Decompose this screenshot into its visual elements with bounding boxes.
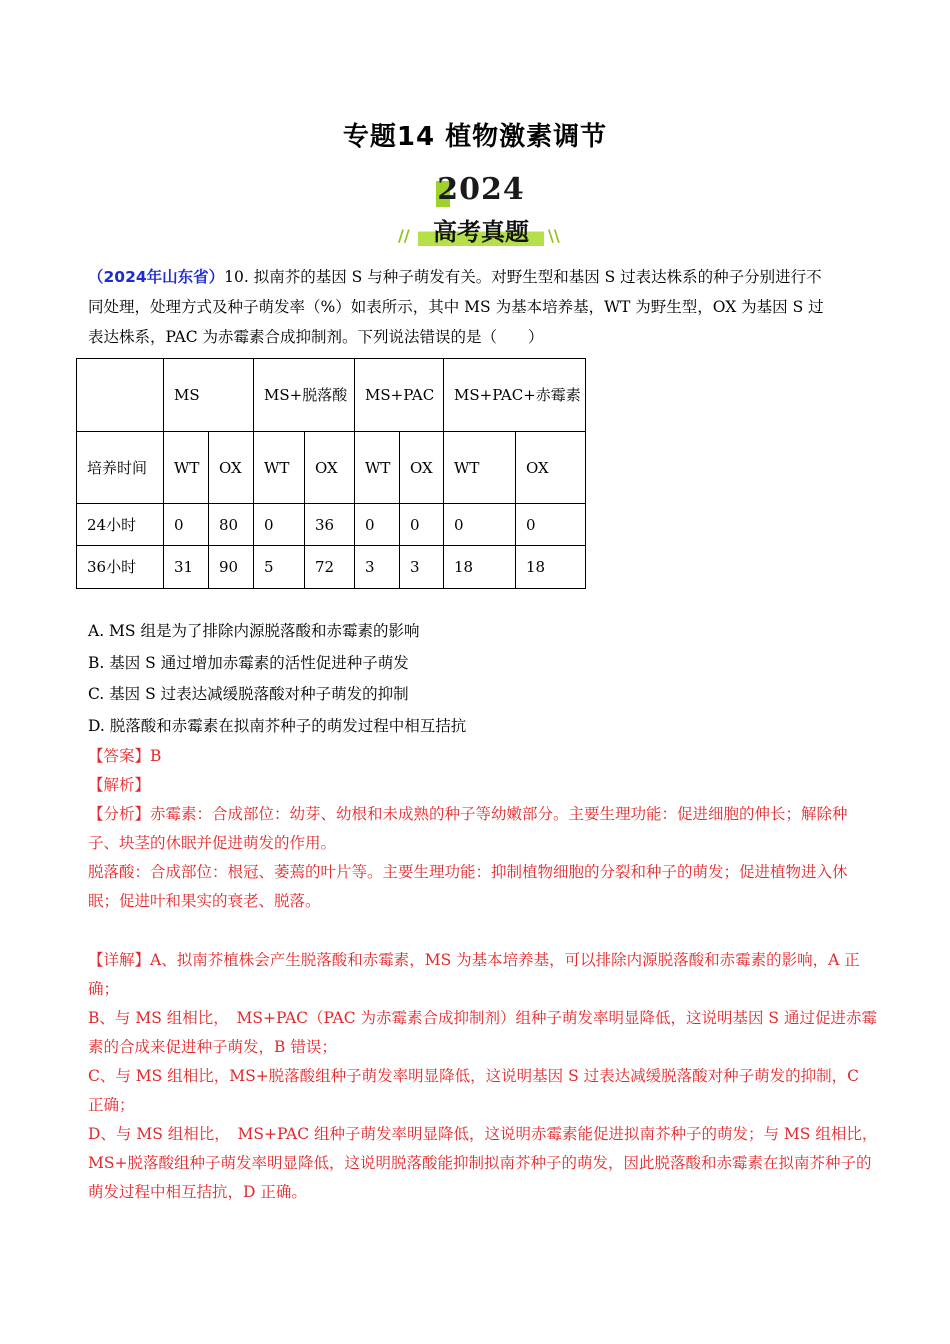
question-stem — [88, 262, 868, 352]
header-ms-pac: MS+PAC — [355, 359, 444, 432]
table-cell: 36 — [305, 504, 355, 546]
table-cell: 0 — [400, 504, 444, 546]
year-badge — [396, 170, 566, 250]
row-label: 36小时 — [77, 546, 164, 589]
sub-cell: WT — [254, 432, 305, 504]
question-line-3: 表达株系，PAC 为赤霉素合成抑制剂。下列说法错误的是（ ） — [88, 328, 544, 346]
detail-d: D、与 MS 组相比， MS+PAC 组种子萌发率明显降低，这说明赤霉素能促进拟南芥种子的萌发；与 MS 组相比，MS+脱落酸组种子萌发率明显降低，这说明脱落酸能抑制拟南芥种子的萌发，因此脱落酸和赤霉素在拟南芥种子的萌发过程中相互拮抗，D 正确。 — [88, 1125, 878, 1201]
germination-table — [76, 358, 586, 589]
table-cell: 0 — [355, 504, 400, 546]
sub-cell: OX — [400, 432, 444, 504]
table-cell: 18 — [444, 546, 516, 589]
table-cell: 0 — [254, 504, 305, 546]
sub-cell: WT — [444, 432, 516, 504]
paragraph-gap — [88, 916, 878, 946]
question-line-1: （2024年山东省）10. 拟南芥的基因 S 与种子萌发有关。对野生型和基因 S 过表达株系的种子分别进行不 — [88, 268, 822, 286]
badge-right-slash-icon: \\ — [548, 226, 560, 245]
sub-cell: WT — [164, 432, 209, 504]
page-title: 专题14 植物激素调节 — [342, 122, 608, 152]
table-cell: 90 — [209, 546, 254, 589]
detail-a: 【详解】A、拟南芥植株会产生脱落酸和赤霉素，MS 为基本培养基，可以排除内源脱落酸和赤霉素的影响，A 正确； — [88, 951, 860, 998]
detail-b: B、与 MS 组相比， MS+PAC（PAC 为赤霉素合成抑制剂）组种子萌发率明显降低，这说明基因 S 通过促进赤霉素的合成来促进种子萌发，B 错误； — [88, 1009, 877, 1056]
answer-line: 【答案】B — [88, 747, 162, 765]
sub-cell: OX — [209, 432, 254, 504]
answer-options — [88, 616, 466, 742]
header-ms-aba: MS+脱落酸 — [254, 359, 355, 432]
analysis-gibberellin: 【分析】赤霉素：合成部位：幼芽、幼根和未成熟的种子等幼嫩部分。主要生理功能：促进细胞的伸长；解除种子、块茎的休眠并促进萌发的作用。 — [88, 805, 848, 852]
table-cell: 3 — [400, 546, 444, 589]
row-label-time: 培养时间 — [77, 432, 164, 504]
analysis-abscisic-acid: 脱落酸：合成部位：根冠、萎蔫的叶片等。主要生理功能：抑制植物细胞的分裂和种子的萌发；促进植物进入休眠；促进叶和果实的衰老、脱落。 — [88, 863, 848, 910]
detail-c: C、与 MS 组相比，MS+脱落酸组种子萌发率明显降低，这说明基因 S 过表达减缓脱落酸对种子萌发的抑制，C 正确； — [88, 1067, 860, 1114]
option-a: A. MS 组是为了排除内源脱落酸和赤霉素的影响 — [88, 622, 420, 640]
badge-label: 高考真题 — [433, 218, 529, 246]
badge-left-slash-icon: // — [398, 226, 410, 245]
sub-cell: OX — [516, 432, 586, 504]
table-cell: 31 — [164, 546, 209, 589]
table-cell: 0 — [516, 504, 586, 546]
badge-year: 2024 — [437, 172, 525, 207]
table-cell: 80 — [209, 504, 254, 546]
analysis-title: 【解析】 — [88, 776, 151, 794]
row-label: 24小时 — [77, 504, 164, 546]
table-corner-cell — [77, 359, 164, 432]
answer-explanation — [88, 742, 878, 1207]
table-subheader-row — [77, 432, 586, 504]
table-row — [77, 504, 586, 546]
table-header-row — [77, 359, 586, 432]
option-b: B. 基因 S 通过增加赤霉素的活性促进种子萌发 — [88, 653, 409, 672]
option-d: D. 脱落酸和赤霉素在拟南芥种子的萌发过程中相互拮抗 — [88, 716, 467, 735]
table-cell: 18 — [516, 546, 586, 589]
header-ms-pac-ga: MS+PAC+赤霉素 — [444, 359, 586, 432]
table-cell: 72 — [305, 546, 355, 589]
header-ms: MS — [164, 359, 254, 432]
table-cell: 3 — [355, 546, 400, 589]
sub-cell: OX — [305, 432, 355, 504]
sub-cell: WT — [355, 432, 400, 504]
table-cell: 5 — [254, 546, 305, 589]
option-c: C. 基因 S 过表达减缓脱落酸对种子萌发的抑制 — [88, 685, 409, 703]
question-line-2: 同处理，处理方式及种子萌发率（%）如表所示，其中 MS 为基本培养基，WT 为野生型，OX 为基因 S 过 — [88, 298, 824, 316]
table-cell: 0 — [444, 504, 516, 546]
table-row — [77, 546, 586, 589]
question-source: （2024年山东省） — [88, 268, 225, 286]
table-cell: 0 — [164, 504, 209, 546]
